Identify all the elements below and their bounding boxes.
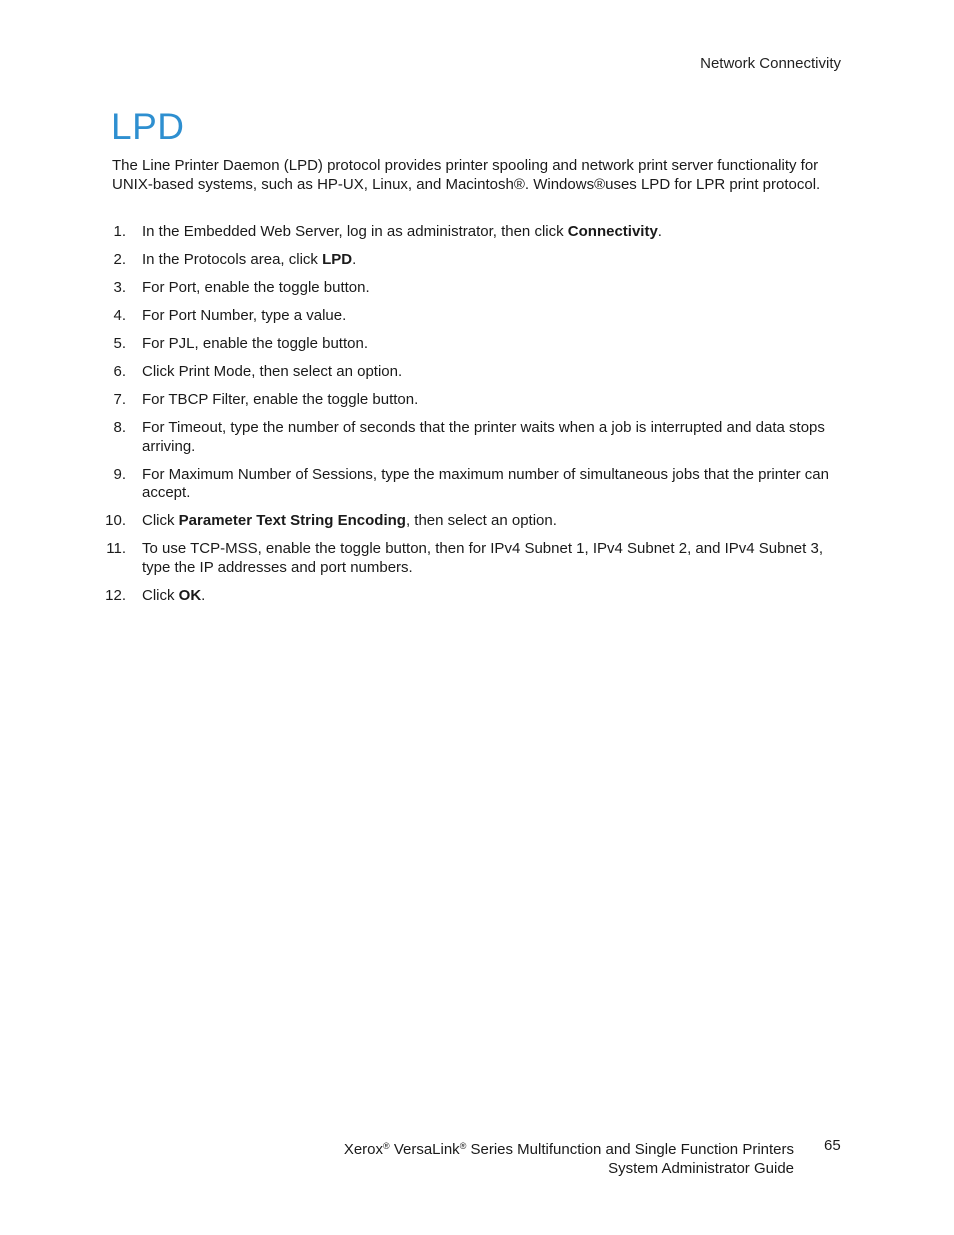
footer	[344, 1137, 794, 1178]
step-item	[0, 251, 954, 270]
footer-line-2: System Administrator Guide	[608, 1160, 794, 1177]
step-number: 10.	[105, 512, 126, 529]
step-number: 4.	[113, 307, 126, 324]
step-item	[0, 466, 954, 503]
step-text-plain: For Maximum Number of Sessions, type the maximum number of simultaneous jobs that the printer can accept.	[142, 465, 829, 501]
step-text	[142, 307, 832, 326]
step-number: 11.	[106, 540, 126, 557]
step-text	[142, 391, 832, 410]
step-text	[142, 512, 832, 531]
step-text-plain: .	[657, 223, 662, 240]
step-text-plain: For Timeout, type the number of seconds that the printer waits when a job is interrupted and data stops arriving.	[142, 419, 825, 455]
step-item	[0, 587, 954, 606]
step-item	[0, 512, 954, 531]
footer-brand: Xerox	[343, 1141, 383, 1158]
step-text-plain: , then select an option.	[405, 512, 557, 529]
step-text	[142, 251, 832, 270]
step-item	[0, 363, 954, 382]
step-text-plain: For Port Number, type a value.	[142, 307, 347, 324]
step-text	[142, 466, 832, 503]
step-text-plain: To use TCP-MSS, enable the toggle button, then for IPv4 Subnet 1, IPv4 Subnet 2, and IPv4 Subnet 3, type the IP addresses and port numbers.	[142, 540, 823, 576]
step-item	[0, 419, 954, 456]
footer-product-rest: Series Multifunction and Single Function Printers	[470, 1141, 794, 1158]
page-number: 65	[824, 1137, 841, 1154]
step-number: 3.	[113, 279, 126, 296]
step-text	[142, 540, 832, 577]
step-item	[0, 307, 954, 326]
step-number: 7.	[113, 391, 126, 408]
step-text-plain: Click	[142, 512, 179, 529]
step-ui-term: LPD	[322, 251, 353, 268]
step-number: 5.	[113, 335, 126, 352]
step-text-plain: For PJL, enable the toggle button.	[142, 335, 368, 352]
step-item	[0, 279, 954, 298]
footer-line-1	[344, 1137, 794, 1159]
step-ui-term: Parameter Text String Encoding	[178, 512, 406, 529]
step-text-plain: .	[352, 251, 357, 268]
step-text	[142, 335, 832, 354]
step-item	[0, 391, 954, 410]
registered-mark: ®	[459, 1141, 467, 1151]
step-text-plain: Click	[142, 586, 179, 604]
step-text-plain: In the Embedded Web Server, log in as administrator, then click	[142, 223, 568, 240]
step-text	[142, 419, 832, 456]
step-number: 1.	[113, 223, 126, 240]
step-number: 2.	[113, 251, 126, 268]
step-number: 8.	[113, 419, 126, 436]
step-text	[142, 363, 832, 382]
step-number: 6.	[113, 363, 126, 380]
step-text-plain: .	[201, 586, 206, 604]
step-number: 12.	[105, 586, 126, 604]
intro-paragraph: The Line Printer Daemon (LPD) protocol provides printer spooling and network print server functionality for UNIX-based systems, such as HP-UX, Linux, and Macintosh®. Windows®uses LPD for LPR print protocol.	[112, 157, 821, 193]
registered-mark: ®	[383, 1141, 390, 1151]
step-text	[142, 587, 832, 606]
steps-list	[0, 223, 954, 615]
step-text-plain: Click Print Mode, then select an option.	[142, 363, 403, 380]
step-ui-term: Connectivity	[567, 223, 658, 240]
running-header: Network Connectivity	[700, 55, 841, 72]
page-title: LPD	[111, 106, 185, 147]
step-text	[142, 279, 832, 298]
step-text-plain: For Port, enable the toggle button.	[142, 279, 370, 296]
step-item	[0, 223, 954, 242]
footer-product: VersaLink	[393, 1141, 460, 1158]
step-text-plain: For TBCP Filter, enable the toggle button.	[142, 391, 419, 408]
step-text-plain: In the Protocols area, click	[142, 251, 323, 268]
step-number: 9.	[113, 465, 126, 483]
step-text	[142, 223, 832, 242]
step-item	[0, 540, 954, 577]
step-item	[0, 335, 954, 354]
step-ui-term: OK	[178, 586, 202, 604]
